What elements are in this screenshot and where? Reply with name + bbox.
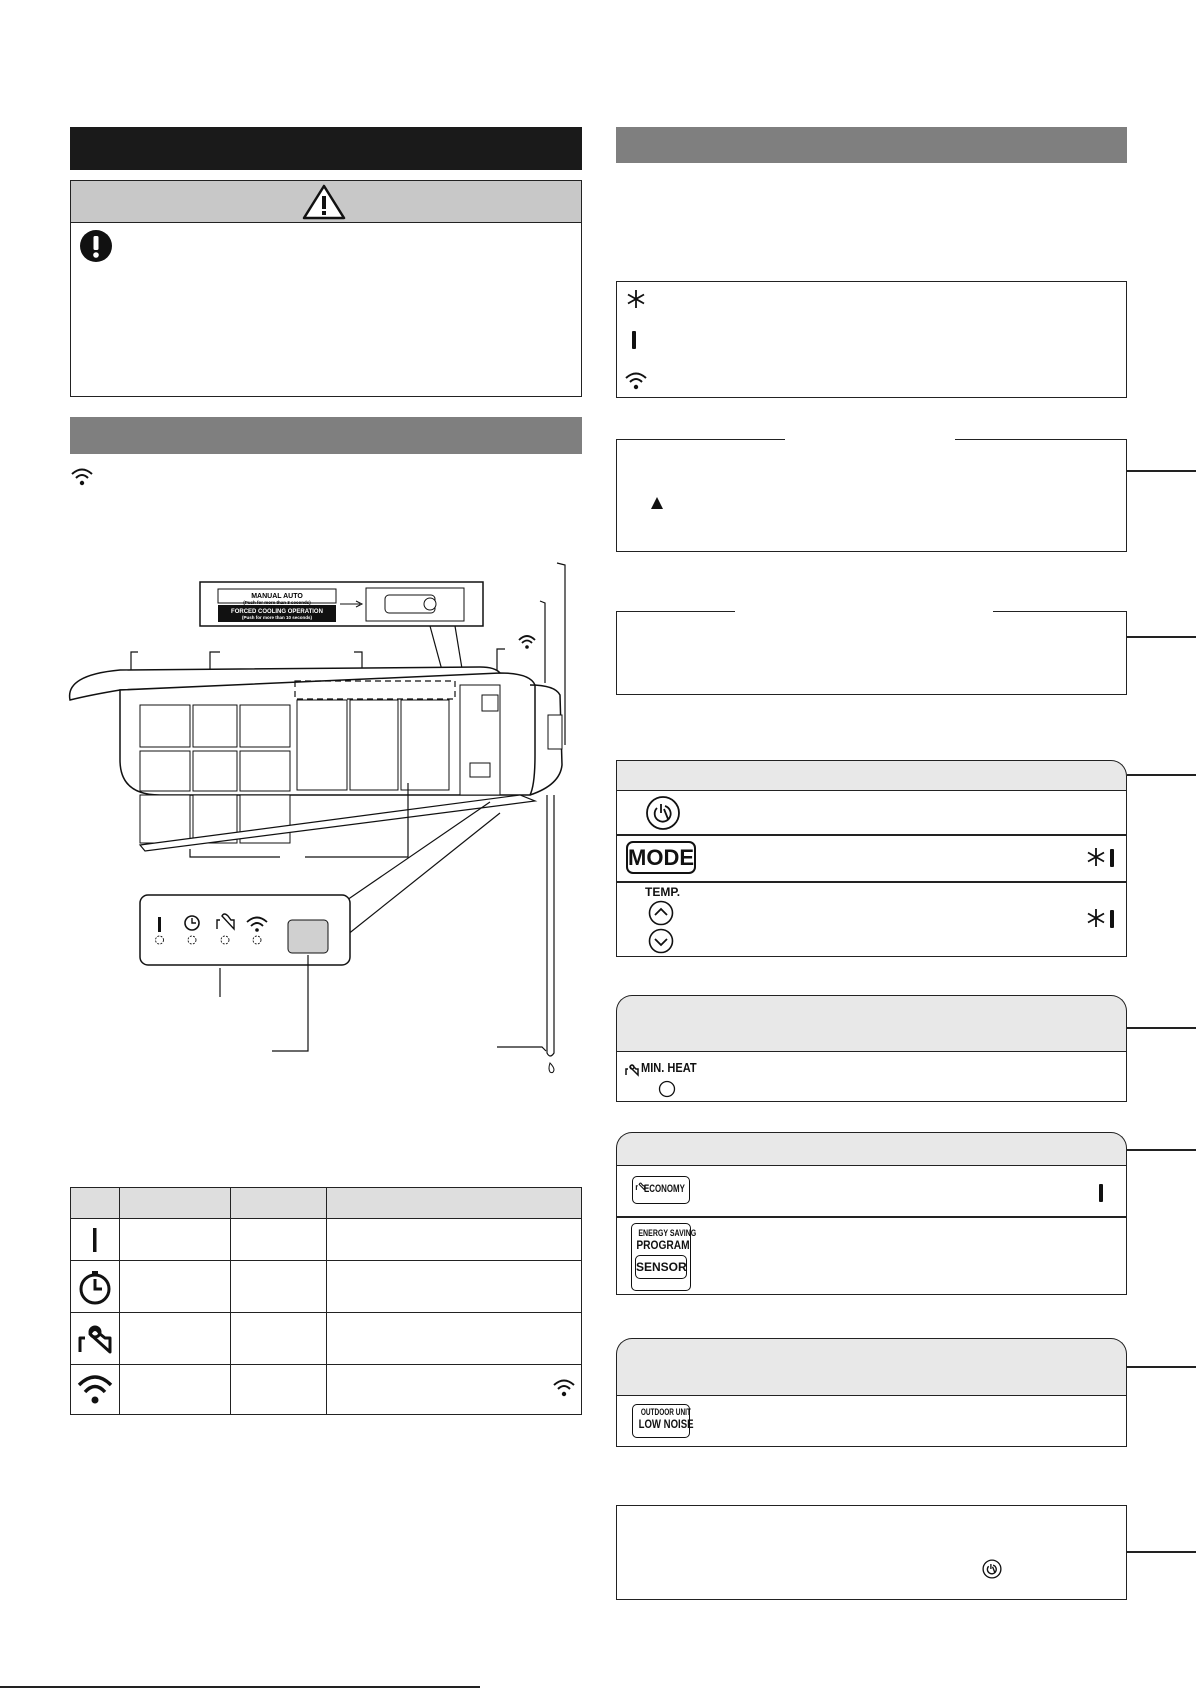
table-cell — [120, 1261, 231, 1313]
min-heat-icon — [71, 1314, 119, 1364]
bar-icon — [1096, 1182, 1106, 1204]
manual-auto-note: (Push for more than 3 seconds) — [243, 600, 311, 605]
side-tab-line — [1127, 636, 1196, 638]
min-heat-group-header — [616, 995, 1127, 1051]
table-row — [71, 1313, 582, 1365]
indoor-unit-section-bar — [70, 417, 582, 454]
up-arrow-icon[interactable] — [648, 900, 674, 926]
side-tab-line — [1127, 1027, 1196, 1029]
note-box-2-title-gap — [735, 609, 993, 614]
table-cell — [120, 1219, 231, 1261]
bar-icon — [1107, 847, 1117, 869]
asterisk-icon — [625, 288, 647, 310]
table-header-cell — [327, 1188, 582, 1219]
note-box-1-title-gap — [785, 437, 955, 442]
mode-button[interactable]: MODE — [626, 841, 696, 874]
caution-header — [71, 181, 581, 223]
warning-triangle-icon — [301, 183, 347, 221]
icon-legend-box — [616, 281, 1127, 398]
power-icon — [982, 1559, 1002, 1579]
side-tab-line — [1127, 774, 1196, 776]
caution-box — [70, 180, 582, 397]
triangle-icon — [650, 496, 664, 510]
temp-label: TEMP. — [645, 885, 681, 899]
row-divider — [617, 1216, 1126, 1218]
wifi-icon — [551, 1377, 577, 1399]
final-note-box — [616, 1505, 1127, 1600]
table-header-cell — [71, 1188, 120, 1219]
sensor-label: SENSOR — [635, 1255, 687, 1279]
table-row — [71, 1219, 582, 1261]
side-tab-line — [1127, 1149, 1196, 1151]
table-row — [71, 1261, 582, 1313]
table-cell — [231, 1365, 327, 1415]
table-header-cell — [120, 1188, 231, 1219]
economy-button[interactable] — [632, 1176, 690, 1204]
remote-section-bar — [616, 127, 1127, 163]
note-box-2 — [616, 611, 1127, 695]
row-divider — [617, 881, 1126, 883]
exclamation-circle-icon — [79, 229, 113, 263]
min-heat-group — [616, 1051, 1127, 1102]
row-divider — [617, 834, 1126, 836]
table-icon-cell — [71, 1219, 120, 1261]
manual-auto-label-panel — [200, 582, 483, 626]
economy-group — [616, 1165, 1127, 1295]
side-tab-line — [1127, 1366, 1196, 1368]
side-tab-line — [1127, 470, 1196, 472]
economy-group-header — [616, 1132, 1127, 1165]
wifi-icon — [623, 370, 649, 392]
table-cell — [327, 1219, 582, 1261]
table-cell — [120, 1365, 231, 1415]
side-tab-line — [1127, 1551, 1196, 1553]
table-cell — [327, 1365, 582, 1415]
indicator-table — [70, 1187, 582, 1415]
forced-cooling-text: FORCED COOLING OPERATION — [231, 609, 323, 615]
left-section-header-bar — [70, 127, 582, 170]
energy-saving-program-button[interactable] — [631, 1223, 697, 1291]
table-icon-cell — [71, 1261, 120, 1313]
outdoor-unit-low-noise-button[interactable] — [632, 1404, 694, 1438]
program-label: PROGRAM — [636, 1238, 690, 1252]
timer-icon — [71, 1262, 119, 1312]
energy-saving-label: ENERGY SAVING — [638, 1228, 697, 1238]
power-icon[interactable] — [645, 795, 681, 831]
table-header-cell — [231, 1188, 327, 1219]
asterisk-icon — [1086, 845, 1106, 869]
min-heat-label: MIN. HEAT — [641, 1060, 697, 1075]
table-icon-cell — [71, 1313, 120, 1365]
table-cell — [327, 1261, 582, 1313]
table-icon-cell — [71, 1365, 120, 1415]
table-header-row — [71, 1188, 582, 1219]
asterisk-icon — [1086, 906, 1106, 930]
low-noise-label: LOW NOISE — [638, 1417, 694, 1431]
footer-rule — [0, 1686, 480, 1688]
indoor-unit-diagram — [60, 555, 580, 1095]
table-cell — [231, 1313, 327, 1365]
economy-label: ECONOMY — [644, 1183, 685, 1195]
wifi-icon — [71, 1367, 119, 1413]
outdoor-unit-label: OUTDOOR UNIT — [640, 1407, 691, 1417]
buttons-group-1-header — [616, 760, 1127, 790]
bar-icon — [629, 329, 639, 351]
manual-auto-text: MANUAL AUTO — [251, 593, 303, 600]
min-heat-circle-icon — [658, 1080, 676, 1098]
table-cell — [327, 1313, 582, 1365]
low-noise-group-header — [616, 1338, 1127, 1395]
down-arrow-icon[interactable] — [648, 928, 674, 954]
wifi-icon — [70, 467, 94, 487]
table-cell — [231, 1219, 327, 1261]
note-box-1 — [616, 439, 1127, 552]
forced-cooling-note: (Push for more than 10 seconds) — [241, 615, 313, 620]
low-noise-group — [616, 1395, 1127, 1447]
bar-icon — [1107, 908, 1117, 930]
buttons-group-1 — [616, 790, 1127, 957]
min-heat-icon — [624, 1062, 640, 1078]
bar-icon — [71, 1220, 119, 1260]
table-cell — [231, 1261, 327, 1313]
indicator-panel — [140, 895, 350, 965]
table-row — [71, 1365, 582, 1415]
table-cell — [120, 1313, 231, 1365]
